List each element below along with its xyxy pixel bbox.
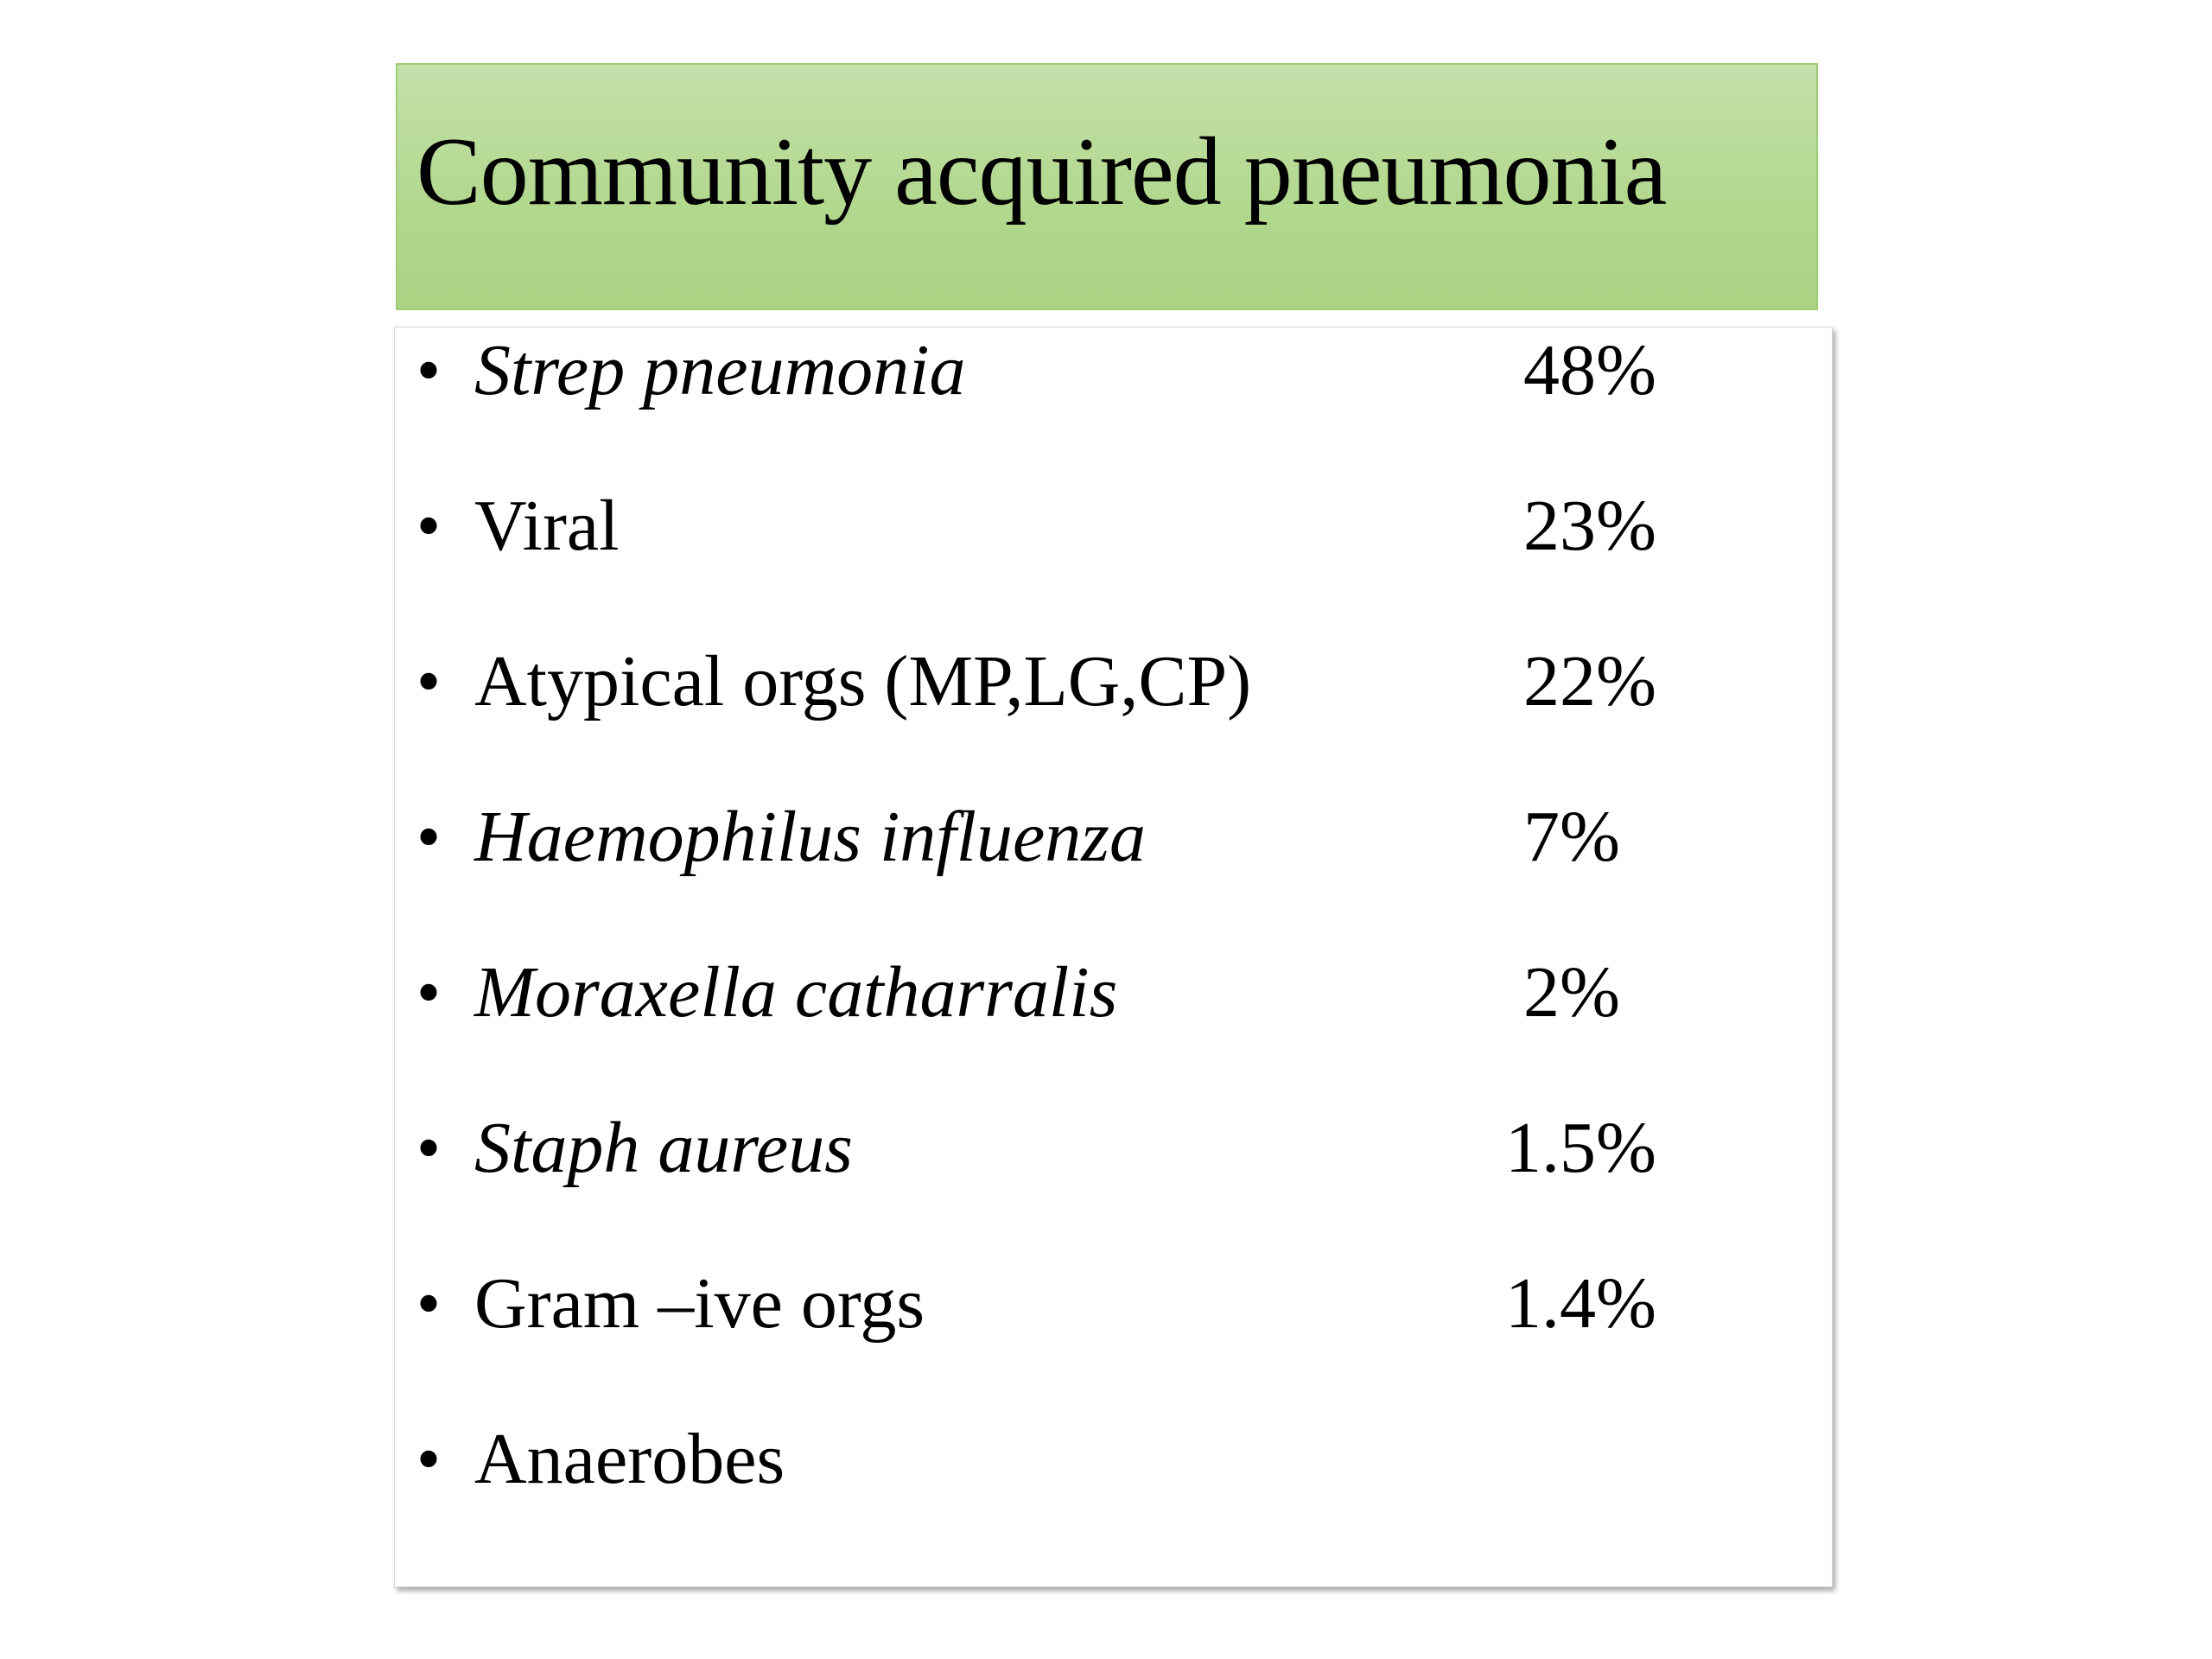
percentage-value: 22% (1523, 641, 1656, 721)
bullet-icon: • (416, 1266, 442, 1342)
bullet-icon: • (416, 488, 442, 564)
list-item-viral (395, 474, 1832, 578)
organism-label: Haemophilus influenza (474, 797, 1146, 877)
organism-label: Atypical orgs (MP,LG,CP) (474, 641, 1252, 721)
percentage-value: 2% (1523, 952, 1620, 1033)
list-item-anaerobes (395, 1408, 1832, 1511)
title-banner (396, 63, 1818, 310)
list-item-moraxella (395, 941, 1832, 1045)
list-item-strep (395, 319, 1832, 423)
bullet-icon: • (416, 799, 442, 875)
organism-label: Strep pneumonia (474, 330, 966, 410)
slide-title: Community acquired pneumonia (416, 118, 1667, 226)
bullet-icon: • (416, 333, 442, 409)
organism-label: Anaerobes (474, 1419, 785, 1499)
organism-label: Moraxella catharralis (474, 952, 1118, 1033)
bullet-icon: • (416, 955, 442, 1031)
list-item-haemophilus (395, 785, 1832, 889)
organism-label: Viral (474, 486, 620, 566)
percentage-value: 23% (1523, 486, 1656, 566)
bullet-icon: • (416, 1110, 442, 1186)
list-item-gram-negative (395, 1252, 1832, 1356)
bullet-icon: • (416, 1421, 442, 1497)
content-panel (394, 327, 1833, 1587)
list-item-staph (395, 1096, 1832, 1200)
bullet-icon: • (416, 644, 442, 720)
organism-label: Gram –ive orgs (474, 1263, 925, 1344)
percentage-value: 48% (1523, 330, 1656, 410)
organism-label: Staph aureus (474, 1108, 853, 1188)
percentage-value: 7% (1523, 797, 1620, 877)
list-item-atypical (395, 630, 1832, 734)
percentage-value: 1.4% (1505, 1263, 1656, 1344)
percentage-value: 1.5% (1505, 1108, 1656, 1188)
